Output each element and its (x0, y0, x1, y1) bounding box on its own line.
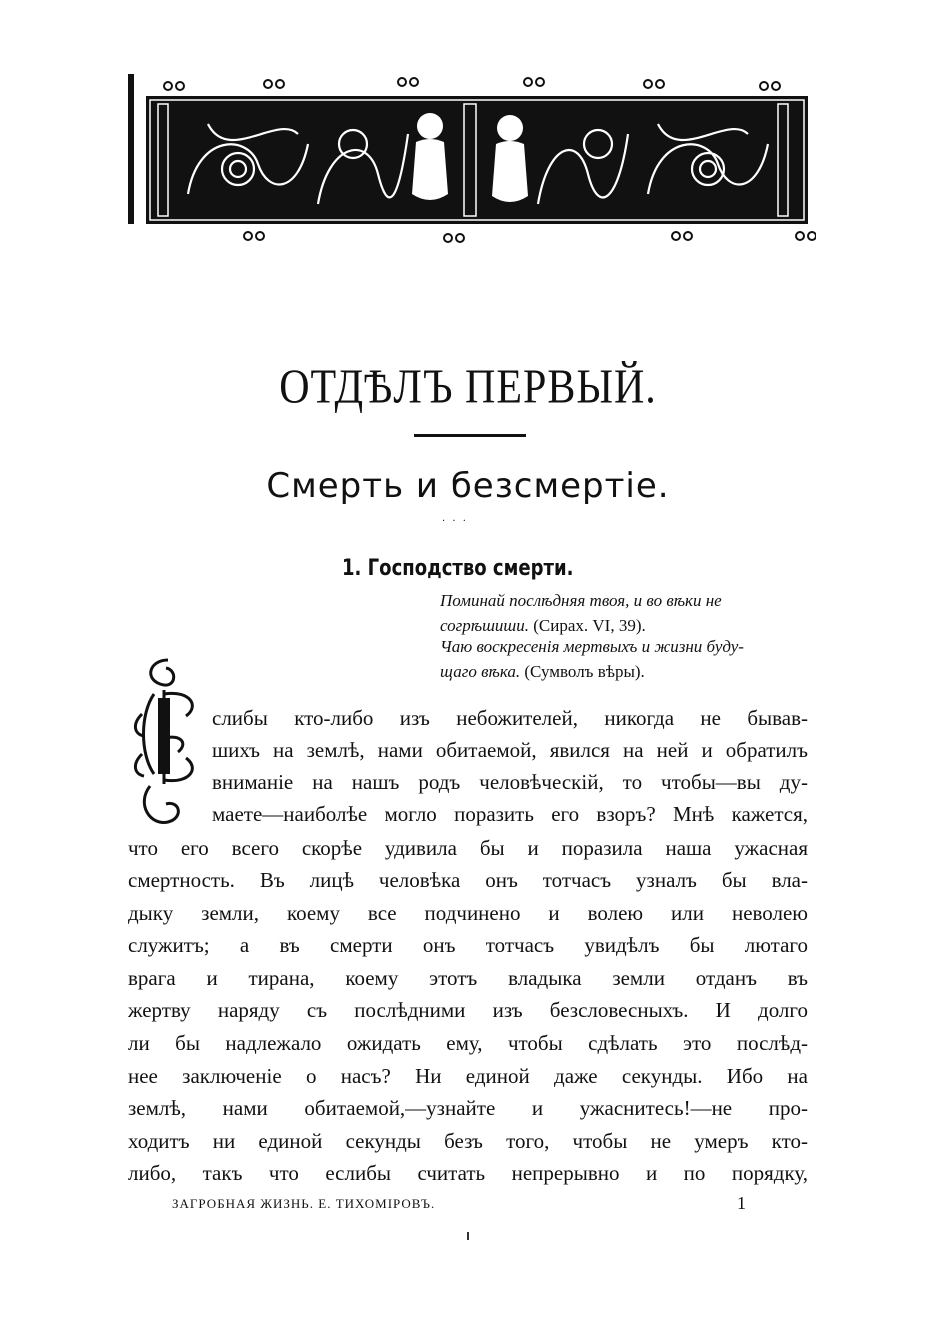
body-line: вниманіе на нашъ родъ человѣческій, то чтобы—вы ду- (212, 770, 808, 794)
ornament-dots: · · · (442, 516, 468, 527)
body-line: ли бы надлежало ожидать ему, чтобы сдѣлать это послѣд- (128, 1031, 808, 1055)
epigraph-quote: щаго вѣка. (440, 662, 521, 681)
epigraph (440, 634, 812, 684)
title-divider (414, 434, 526, 437)
chapter-title: Смерть и безсмертіе. (266, 466, 670, 506)
epigraph-source: (Сумволъ вѣры). (524, 662, 645, 681)
epigraph-source: (Сирах. VI, 39). (533, 616, 646, 635)
body-line: землѣ, нами обитаемой,—узнайте и ужаснитесь!—не про- (128, 1096, 808, 1120)
body-line: дыку земли, коему все подчинено и волею или неволею (128, 901, 808, 925)
epigraph-line: Чаю воскресенія мертвыхъ и жизни буду- (440, 637, 744, 656)
body-line: шихъ на землѣ, нами обитаемой, явился на ней и обратилъ (212, 738, 808, 762)
epigraph-quote: согрѣшиши. (440, 616, 530, 635)
running-footer: ЗАГРОБНАЯ ЖИЗНЬ. Е. ТИХОМІРОВЪ. (172, 1196, 436, 1211)
body-line: нее заключеніе о насъ? Ни единой даже секунды. Ибо на (128, 1064, 808, 1088)
body-line: слибы кто-либо изъ небожителей, никогда не бывав- (212, 706, 808, 730)
headpiece-ornament-icon (128, 74, 816, 250)
body-line: что его всего скорѣе удивила бы и поразила наша ужасная (128, 836, 808, 860)
page-mark (467, 1232, 469, 1240)
section-title: ОТДѢЛЪ ПЕРВЫЙ. (279, 361, 657, 415)
dropcap-e-icon (130, 654, 206, 834)
body-line: служитъ; а въ смерти онъ тотчасъ увидѣлъ бы лютаго (128, 933, 808, 957)
body-line: смертность. Въ лицѣ человѣка онъ тотчасъ узналъ бы вла- (128, 868, 808, 892)
body-line: ходитъ ни единой секунды безъ того, чтобы не умеръ кто- (128, 1129, 808, 1153)
subsection-title: 1. Господство смерти. (342, 556, 574, 581)
body-line: либо, такъ что еслибы считать непрерывно и по порядку, (128, 1161, 808, 1185)
body-line: жертву наряду съ послѣдними изъ безсловесныхъ. И долго (128, 998, 808, 1022)
epigraph-line: Поминай послѣдняя твоя, и во вѣки не (440, 591, 722, 610)
page-number: 1 (737, 1193, 746, 1213)
body-line: маете—наиболѣе могло поразить его взоръ? Мнѣ кажется, (212, 802, 808, 826)
body-line: врага и тирана, коему этотъ владыка земли отданъ въ (128, 966, 808, 990)
epigraph (440, 588, 812, 638)
ornamental-headpiece (128, 74, 816, 250)
